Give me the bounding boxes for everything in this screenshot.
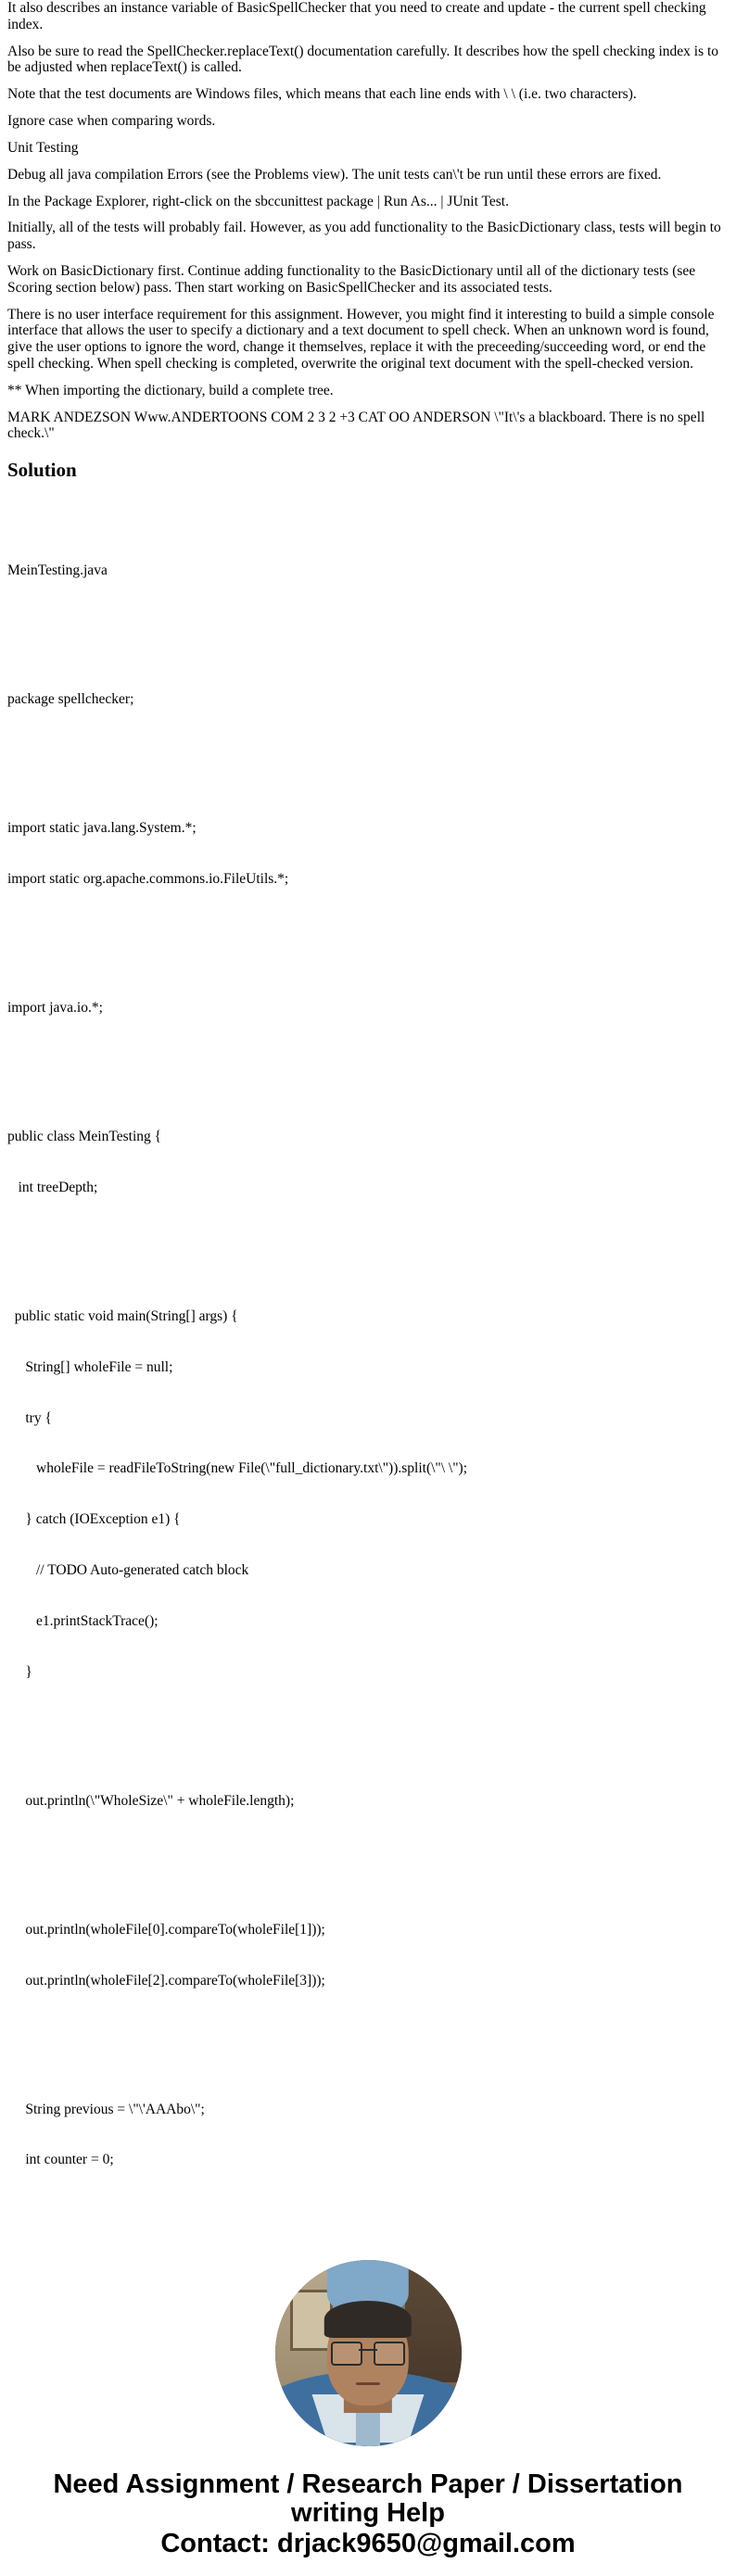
code-line: int counter = 0; [7,2152,114,2168]
section-subheading: Unit Testing [7,139,79,156]
photo-hair [324,2301,412,2338]
code-line: out.println(wholeFile[2].compareTo(wholeFile[3])); [7,1972,325,1989]
code-line: wholeFile = readFileToString(new File(\"full_dictionary.txt\")).split(\"\ \"); [7,1460,468,1477]
paragraph: MARK ANDEZSON Www.ANDERTOONS COM 2 3 2 +3 CAT OO ANDERSON \"It\'s a blackboard. There is no spell check.\" [7,409,705,442]
code-line: out.println(wholeFile[0].compareTo(wholeFile[1])); [7,1921,325,1938]
paragraph: Debug all java compilation Errors (see the Problems view). The unit tests can\'t be run until these errors are fixed. [7,166,662,183]
code-line: MeinTesting.java [7,562,108,579]
photo-eyeglass-right [374,2342,405,2366]
avatar-container [7,2260,729,2446]
footer [7,2470,729,2576]
code-group [7,966,729,1051]
code-line: e1.printStackTrace(); [7,1612,159,1629]
code-line: import java.io.*; [7,1000,103,1017]
footer-headline: Need Assignment / Research Paper / Dissertation writing Help [53,2469,683,2529]
paragraph: There is no user interface requirement for this assignment. However, you might find it interesting to build a simple console interface that allows the user to specify a dictionary and a text document to spell check. When an unknown word is found, give the user options to ignore the word, change it themselves, replace it with the preceeding/succeeding word, or end the spell checking. When spell checking is completed, overwrite the original text document with the spell-checked version. [7,306,715,372]
code-line: public static void main(String[] args) { [7,1307,238,1324]
code-line: package spellchecker; [7,691,134,708]
photo-wall-right [405,2260,461,2383]
code-line: String previous = \"\'AAAbo\"; [7,2101,205,2117]
paragraph: In the Package Explorer, right-click on the sbccunittest package | Run As... | JUnit Test. [7,193,509,209]
paragraph: Note that the test documents are Windows files, which means that each line ends with \ \ (i.e. two characters). [7,86,637,103]
paragraph: It also describes an instance variable of BasicSpellChecker that you need to create and update - the current spell checking index. [7,0,706,32]
code-line: public class MeinTesting { [7,1129,162,1145]
code-group [7,529,729,613]
code-group [7,1095,729,1231]
code-line: } [7,1663,32,1680]
footer-contact: Contact: drjack9650@gmail.com [160,2529,576,2559]
paragraph: Also be sure to read the SpellChecker.replaceText() documentation carefully. It describes how the spell checking index is to be adjusted when replaceText() is called. [7,43,719,76]
code-group [7,2067,729,2203]
code-group [7,658,729,742]
code-line: String[] wholeFile = null; [7,1358,173,1375]
photo-mouth [356,2382,380,2385]
code-block [7,495,729,2247]
code-group [7,787,729,922]
code-line: out.println(\"WholeSize\" + wholeFile.length); [7,1792,295,1809]
code-line: int treeDepth; [7,1179,98,1195]
code-line: // TODO Auto-generated catch block [7,1562,249,1579]
code-line: } catch (IOException e1) { [7,1511,181,1528]
code-line: import static org.apache.commons.io.FileUtils.*; [7,871,289,888]
paragraph: Work on BasicDictionary first. Continue adding functionality to the BasicDictionary until all of the dictionary tests (see Scoring section below) pass. Then start working on BasicSpellChecker and its associated tests. [7,262,696,296]
photo-eyeglass-bridge [359,2349,377,2351]
paragraph: Initially, all of the tests will probably fail. However, as you add functionality to the BasicDictionary class, tests will begin to pass. [7,220,721,253]
code-line: import static java.lang.System.*; [7,820,197,837]
paragraph: ** When importing the dictionary, build a complete tree. [7,382,334,398]
avatar [275,2260,462,2446]
code-group [7,1759,729,1843]
photo-eyeglass-left [331,2342,362,2366]
code-group [7,1888,729,2023]
code-line: try { [7,1409,52,1426]
solution-heading: Solution [7,459,77,482]
photo-tie [356,2409,380,2446]
code-group [7,1274,729,1714]
paragraph: Ignore case when comparing words. [7,113,216,130]
